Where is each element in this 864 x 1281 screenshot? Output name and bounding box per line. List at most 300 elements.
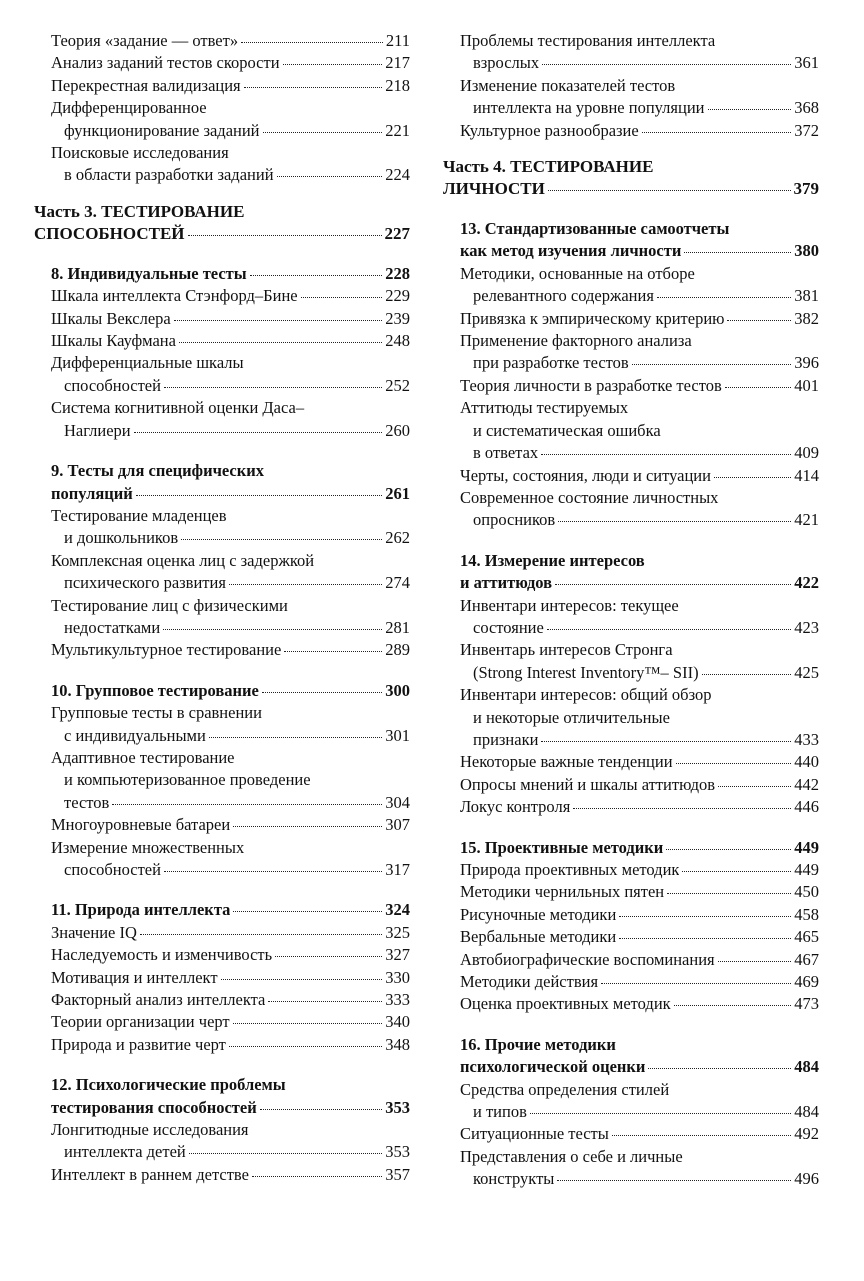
toc-entry-line: Анализ заданий тестов скорости (51, 53, 280, 73)
toc-entry-line: Инвентари интересов: общий обзор (460, 685, 712, 705)
page-number: 440 (794, 752, 819, 772)
toc-entry-last-line (51, 814, 410, 836)
dot-leader (674, 1005, 792, 1006)
toc-entry-last-line (51, 308, 410, 330)
chapter-heading (34, 263, 410, 285)
dot-leader (233, 826, 382, 827)
dot-leader (558, 521, 791, 522)
page-number: 239 (385, 308, 410, 328)
dot-leader (542, 64, 791, 65)
page-number: 353 (385, 1142, 410, 1162)
chapter-title-last-line (460, 240, 819, 262)
toc-entry-line: Современное состояние личностных (460, 487, 719, 507)
page-number: 442 (794, 774, 819, 794)
dot-leader (188, 235, 382, 236)
toc-entry (443, 796, 819, 818)
dot-leader (682, 871, 791, 872)
toc-entry-line: и компьютеризованное проведение (64, 770, 311, 790)
toc-entry-line: Теория личности в разработке тестов (460, 375, 722, 395)
toc-entry-last-line (51, 1011, 410, 1033)
toc-entry-last-line (460, 904, 819, 926)
toc-entry-line: Локус контроля (460, 797, 571, 817)
toc-entry-line: интеллекта на уровне популяции (473, 98, 705, 118)
toc-entry-last-line (460, 52, 819, 74)
page-number: 421 (794, 510, 819, 530)
toc-entry (443, 487, 819, 532)
chapter-title-line: 11. Природа интеллекта (51, 900, 231, 920)
page-number: 224 (385, 165, 410, 185)
toc-entry-last-line (460, 285, 819, 307)
page-number: 274 (385, 573, 410, 593)
chapter-title-line: 12. Психологические проблемы (51, 1075, 286, 1095)
toc-entry-line: Аттитюды тестируемых (460, 398, 629, 418)
dot-leader (619, 916, 791, 917)
page-number: 281 (385, 617, 410, 637)
toc-entry (34, 505, 410, 550)
page-number: 261 (385, 483, 410, 503)
chapter-title-last-line (51, 899, 410, 921)
toc-entry (443, 774, 819, 796)
toc-entry-line: Перекрестная валидизация (51, 75, 241, 95)
dot-leader (229, 584, 382, 585)
part-heading-line: СПОСОБНОСТЕЙ (34, 223, 185, 243)
toc-entry (34, 944, 410, 966)
dot-leader (134, 432, 383, 433)
toc-entry-line: Адаптивное тестирование (51, 747, 235, 767)
toc-entry-line: Автобиографические воспоминания (460, 949, 715, 969)
toc-entry-line: Представления о себе и личные (460, 1146, 683, 1166)
toc-entry-last-line (460, 949, 819, 971)
dot-leader (648, 1068, 791, 1069)
toc-entry-last-line (51, 859, 410, 881)
chapter-heading (34, 680, 410, 702)
page-number: 301 (385, 725, 410, 745)
toc-entry-line: Методики действия (460, 972, 599, 992)
page-number: 458 (794, 904, 819, 924)
toc-entry (34, 285, 410, 307)
dot-leader (725, 387, 792, 388)
page-number: 304 (385, 792, 410, 812)
chapter-title-line: 10. Групповое тестирование (51, 680, 259, 700)
toc-entry-line: и дошкольников (64, 528, 179, 548)
dot-leader (268, 1001, 382, 1002)
toc-entry-last-line (51, 944, 410, 966)
toc-entry-last-line (460, 993, 819, 1015)
toc-entry-line: Культурное разнообразие (460, 120, 639, 140)
toc-entry (443, 684, 819, 751)
chapter-title-line: тестирования способностей (51, 1097, 257, 1117)
dot-leader (714, 477, 791, 478)
toc-entry-last-line (460, 971, 819, 993)
page-number: 449 (794, 837, 819, 857)
dot-leader (229, 1046, 382, 1047)
chapter-title-last-line (460, 572, 819, 594)
page-number: 414 (794, 465, 819, 485)
dot-leader (718, 786, 791, 787)
page-number: 422 (794, 573, 819, 593)
dot-leader (233, 1023, 383, 1024)
toc-entry-last-line (51, 330, 410, 352)
toc-entry (34, 330, 410, 352)
toc-entry (443, 330, 819, 375)
chapter-title-line: популяций (51, 483, 133, 503)
toc-entry-line: Опросы мнений и шкалы аттитюдов (460, 774, 716, 794)
toc-entry (34, 702, 410, 747)
page-number: 357 (385, 1164, 410, 1184)
toc-entry-line: недостатками (64, 617, 161, 637)
dot-leader (530, 1113, 791, 1114)
toc-entry (443, 859, 819, 881)
dot-leader (548, 190, 791, 191)
toc-entry (443, 75, 819, 120)
toc-entry-line: с индивидуальными (64, 725, 206, 745)
dot-leader (221, 979, 383, 980)
toc-entry-last-line (51, 75, 410, 97)
toc-entry-line: Шкалы Векслера (51, 308, 171, 328)
page-number: 340 (385, 1012, 410, 1032)
toc-entry-last-line (460, 1101, 819, 1123)
toc-entry-line: Поисковые исследования (51, 143, 229, 163)
page-number: 260 (385, 420, 410, 440)
dot-leader (708, 109, 792, 110)
dot-leader (727, 320, 791, 321)
toc-entry (443, 465, 819, 487)
toc-entry (34, 550, 410, 595)
dot-leader (547, 629, 791, 630)
page-number: 492 (794, 1124, 819, 1144)
dot-leader (252, 1176, 382, 1177)
dot-leader (557, 1180, 791, 1181)
toc-entry-last-line (51, 725, 410, 747)
toc-entry-last-line (460, 97, 819, 119)
toc-entry-line: Вербальные методики (460, 927, 617, 947)
toc-entry-last-line (51, 164, 410, 186)
dot-leader (573, 808, 791, 809)
page-number: 484 (794, 1102, 819, 1122)
toc-entry-last-line (460, 1168, 819, 1190)
toc-entry (443, 120, 819, 142)
page-number: 217 (385, 53, 410, 73)
page-number: 228 (385, 263, 410, 283)
toc-entry-line: взрослых (473, 53, 540, 73)
toc-entry-line: способностей (64, 375, 161, 395)
toc-entry (443, 595, 819, 640)
chapter-title-line: 8. Индивидуальные тесты (51, 263, 247, 283)
toc-entry-line: Теория «задание — ответ» (51, 31, 239, 50)
chapter-title-line: 16. Прочие методики (460, 1034, 616, 1054)
dot-leader (541, 454, 791, 455)
toc-entry (34, 747, 410, 814)
page-number: 379 (793, 179, 819, 199)
chapter-heading (443, 837, 819, 859)
toc-entry (34, 814, 410, 836)
page-number: 324 (385, 900, 410, 920)
page-number: 382 (794, 308, 819, 328)
toc-entry-line: Привязка к эмпирическому критерию (460, 308, 725, 328)
toc-entry-line: и типов (473, 1102, 527, 1122)
dot-leader (555, 584, 791, 585)
page-number: 469 (794, 972, 819, 992)
toc-entry-last-line (51, 52, 410, 74)
part-heading-line: Часть 4. ТЕСТИРОВАНИЕ (443, 157, 654, 177)
page-number: 396 (794, 353, 819, 373)
dot-leader (164, 871, 382, 872)
page-number: 473 (794, 994, 819, 1014)
chapter-title-line: психологической оценки (460, 1057, 646, 1077)
toc-entry (34, 989, 410, 1011)
toc-entry-line: Некоторые важные тенденции (460, 752, 673, 772)
part-heading-last-line (34, 223, 410, 245)
page-number: 218 (385, 75, 410, 95)
part-heading (34, 201, 410, 245)
page-number: 423 (794, 617, 819, 637)
dot-leader (601, 983, 791, 984)
page-number: 484 (794, 1057, 819, 1077)
page-number: 289 (385, 640, 410, 660)
toc-entry (34, 30, 410, 52)
toc-entry-line: Значение IQ (51, 922, 137, 942)
chapter-title-last-line (51, 1097, 410, 1119)
toc-entry-last-line (460, 442, 819, 464)
part-heading-last-line (443, 178, 819, 200)
page-number: 380 (794, 241, 819, 261)
toc-entry-line: Измерение множественных (51, 837, 245, 857)
dot-leader (541, 741, 791, 742)
dot-leader (241, 42, 383, 43)
toc-entry-line: Интеллект в раннем детстве (51, 1164, 249, 1184)
toc-entry-line: Рисуночные методики (460, 904, 617, 924)
page-number: 307 (385, 815, 410, 835)
toc-entry (443, 1123, 819, 1145)
toc-entry-last-line (460, 375, 819, 397)
toc-entry (34, 397, 410, 442)
toc-entry-last-line (460, 881, 819, 903)
toc-entry-line: Мультикультурное тестирование (51, 640, 282, 660)
chapter-title-last-line (51, 263, 410, 285)
dot-leader (632, 364, 792, 365)
toc-entry-last-line (51, 120, 410, 142)
chapter-title-line: 14. Измерение интересов (460, 550, 645, 570)
toc-column-left (34, 30, 410, 1186)
toc-entry-line: конструкты (473, 1169, 555, 1189)
part-heading-line: Часть 3. ТЕСТИРОВАНИЕ (34, 201, 245, 221)
toc-entry (443, 926, 819, 948)
chapter-title-line: 13. Стандартизованные самоотчеты (460, 219, 730, 239)
toc-entry (443, 971, 819, 993)
toc-entry-last-line (460, 662, 819, 684)
page-number: 211 (385, 31, 410, 50)
toc-entry-last-line (51, 922, 410, 944)
toc-entry-line: Комплексная оценка лиц с задержкой (51, 550, 315, 570)
dot-leader (676, 763, 792, 764)
dot-leader (233, 911, 382, 912)
chapter-heading (34, 1074, 410, 1119)
toc-entry-last-line (51, 967, 410, 989)
toc-entry-line: тестов (64, 792, 110, 812)
dot-leader (275, 956, 382, 957)
dot-leader (619, 938, 791, 939)
chapter-title-last-line (51, 483, 410, 505)
toc-entry-line: функционирование заданий (64, 120, 260, 140)
toc-entry (34, 75, 410, 97)
page-number: 317 (385, 860, 410, 879)
dot-leader (657, 297, 791, 298)
toc-entry (443, 263, 819, 308)
dot-leader (702, 674, 792, 675)
chapter-title-line: и аттитюдов (460, 573, 553, 593)
toc-entry-line: (Strong Interest Inventory™– SII) (473, 662, 699, 682)
toc-entry (443, 1146, 819, 1191)
part-heading (443, 156, 819, 200)
page-number: 381 (794, 286, 819, 306)
page-number: 368 (794, 98, 819, 118)
toc-entry-last-line (51, 1141, 410, 1163)
toc-entry-line: Изменение показателей тестов (460, 75, 676, 95)
toc-entry-line: Система когнитивной оценки Даса– (51, 398, 305, 418)
page-number: 446 (794, 797, 819, 817)
dot-leader (612, 1135, 791, 1136)
page-number: 248 (385, 331, 410, 351)
toc-entry (443, 639, 819, 684)
toc-entry-line: Теории организации черт (51, 1012, 230, 1032)
toc-entry-line: Черты, состояния, люди и ситуации (460, 465, 711, 485)
toc-entry-last-line (460, 1123, 819, 1145)
page-number: 327 (385, 945, 410, 965)
page-number: 425 (794, 662, 819, 682)
page-number: 401 (794, 375, 819, 395)
toc-entry (443, 375, 819, 397)
toc-entry-line: Факторный анализ интеллекта (51, 990, 266, 1010)
toc-entry (34, 352, 410, 397)
dot-leader (642, 132, 792, 133)
dot-leader (263, 132, 383, 133)
toc-entry-last-line (51, 420, 410, 442)
dot-leader (174, 320, 383, 321)
chapter-title-last-line (51, 680, 410, 702)
toc-entry-line: Тестирование младенцев (51, 505, 227, 525)
toc-entry-line: Применение факторного анализа (460, 331, 692, 351)
chapter-title-line: 15. Проективные методики (460, 837, 664, 857)
toc-entry-line: Природа и развитие черт (51, 1034, 226, 1054)
toc-entry (34, 922, 410, 944)
page-number: 465 (794, 927, 819, 947)
toc-entry-last-line (51, 1164, 410, 1186)
page-number: 348 (385, 1034, 410, 1054)
toc-entry-last-line (460, 352, 819, 374)
toc-entry (443, 751, 819, 773)
page-number: 252 (385, 375, 410, 395)
page-number: 325 (385, 922, 410, 942)
chapter-heading (443, 218, 819, 263)
dot-leader (250, 275, 383, 276)
toc-entry-last-line (51, 639, 410, 661)
toc-entry-line: и некоторые отличительные (473, 707, 670, 727)
chapter-title-last-line (460, 1056, 819, 1078)
dot-leader (260, 1109, 383, 1110)
toc-entry (34, 52, 410, 74)
toc-entry-last-line (51, 989, 410, 1011)
toc-entry-line: в области разработки заданий (64, 165, 274, 185)
toc-entry (443, 397, 819, 464)
page-number: 361 (794, 53, 819, 73)
toc-entry-last-line (460, 774, 819, 796)
page-number: 409 (794, 443, 819, 463)
toc-entry (443, 30, 819, 75)
dot-leader (666, 849, 791, 850)
dot-leader (277, 176, 383, 177)
toc-entry-line: Наследуемость и изменчивость (51, 945, 273, 965)
toc-entry (34, 1034, 410, 1056)
toc-entry-line: Дифференциальные шкалы (51, 353, 244, 373)
page-number: 221 (385, 120, 410, 140)
toc-entry-line: способностей (64, 860, 161, 879)
toc-entry (443, 1079, 819, 1124)
dot-leader (262, 692, 382, 693)
chapter-title-line: как метод изучения личности (460, 241, 682, 261)
toc-entry-last-line (51, 792, 410, 814)
toc-entry-last-line (460, 859, 819, 881)
toc-entry (34, 142, 410, 187)
toc-entry-line: Методики чернильных пятен (460, 882, 665, 902)
dot-leader (283, 64, 383, 65)
toc-entry-line: Природа проективных методик (460, 860, 680, 879)
toc-entry (34, 837, 410, 882)
toc-entry-line: Групповые тесты в сравнении (51, 703, 262, 723)
toc-entry-line: Инвентарь интересов Стронга (460, 640, 673, 660)
page-number: 300 (385, 680, 410, 700)
toc-entry (34, 308, 410, 330)
toc-entry-last-line (51, 572, 410, 594)
toc-entry-last-line (460, 796, 819, 818)
toc-entry-line: Ситуационные тесты (460, 1124, 609, 1144)
toc-entry-last-line (51, 375, 410, 397)
toc-entry-last-line (460, 617, 819, 639)
chapter-heading (34, 460, 410, 505)
toc-entry-last-line (460, 926, 819, 948)
toc-entry-last-line (51, 617, 410, 639)
toc-entry-last-line (460, 308, 819, 330)
toc-entry-line: Мотивация и интеллект (51, 967, 218, 987)
toc-entry-line: в ответах (473, 443, 539, 463)
dot-leader (189, 1153, 383, 1154)
page-number: 330 (385, 967, 410, 987)
dot-leader (684, 252, 791, 253)
dot-leader (667, 893, 791, 894)
toc-entry (34, 639, 410, 661)
dot-leader (209, 737, 382, 738)
toc-entry-line: состояние (473, 617, 544, 637)
dot-leader (112, 804, 382, 805)
toc-entry-last-line (51, 1034, 410, 1056)
toc-entry-last-line (51, 527, 410, 549)
toc-entry-last-line (460, 509, 819, 531)
dot-leader (140, 934, 382, 935)
page-number: 262 (385, 528, 410, 548)
toc-entry-line: релевантного содержания (473, 286, 654, 306)
dot-leader (163, 629, 382, 630)
toc-entry-line: Проблемы тестирования интеллекта (460, 31, 716, 50)
toc-entry-last-line (460, 120, 819, 142)
dot-leader (301, 297, 383, 298)
dot-leader (164, 387, 382, 388)
toc-entry-line: Наглиери (64, 420, 131, 440)
toc-entry-line: интеллекта детей (64, 1142, 186, 1162)
toc-entry-last-line (51, 30, 410, 52)
toc-entry (443, 993, 819, 1015)
toc-entry-line: опросников (473, 510, 556, 530)
toc-entry-last-line (460, 465, 819, 487)
dot-leader (181, 539, 382, 540)
